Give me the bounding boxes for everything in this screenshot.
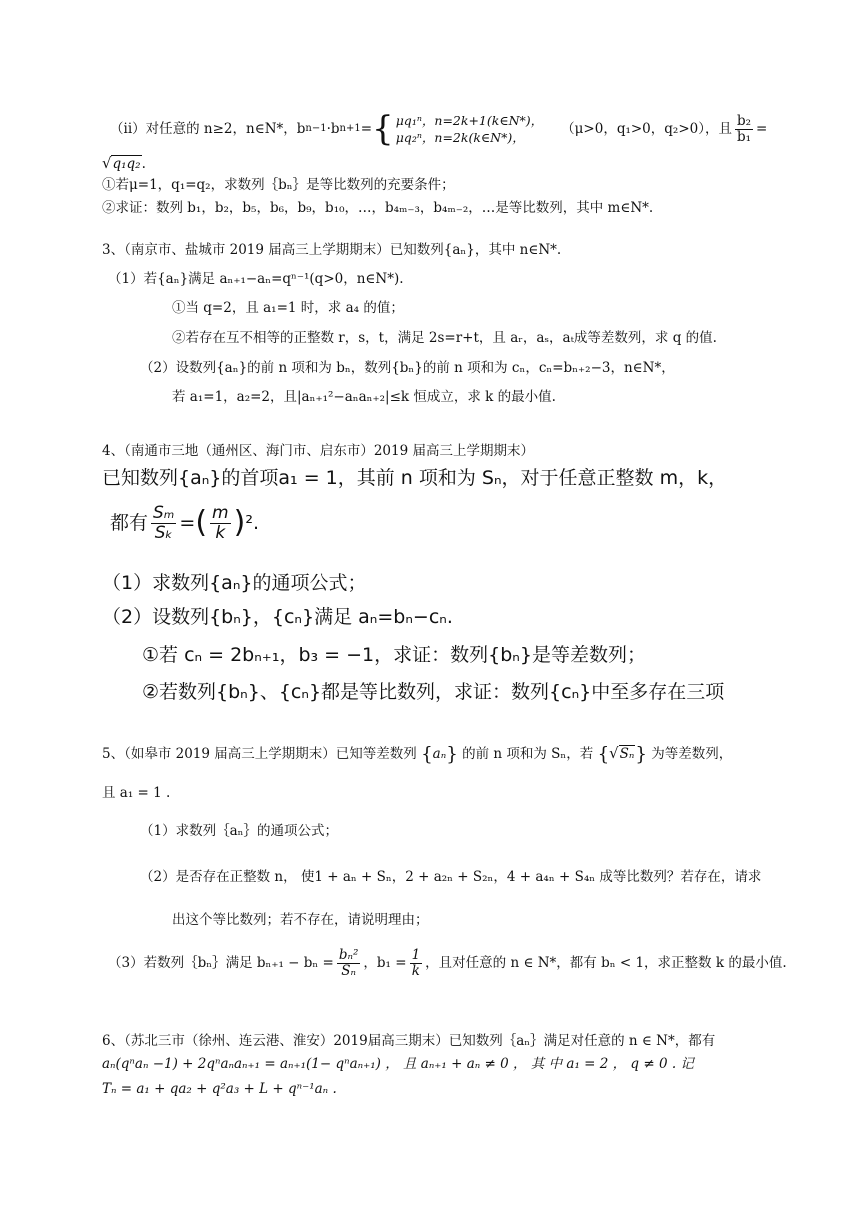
p2-sqrt-line xyxy=(102,154,146,173)
p4-ratio-den: Sₖ xyxy=(154,522,173,543)
p4-line2-pre: 都有 xyxy=(110,512,149,535)
p5-title-mid: 的前 n 项和为 Sₙ，若 xyxy=(462,746,594,762)
p4-line2-post: ². xyxy=(245,512,259,535)
right-brace-icon: } xyxy=(446,744,458,765)
p5-q3-pre: （3）若数列｛bₙ｝满足 bₙ₊₁ − bₙ = xyxy=(108,955,334,972)
p5-q3-den2: k xyxy=(411,962,420,979)
p2-brace-icon: { xyxy=(372,109,394,149)
p4-mk-num: m xyxy=(212,503,229,523)
p2-case2: μq₂ⁿ，n=2k(k∈N*)， xyxy=(395,130,525,145)
p2-sqrt-expr: q₁q₂ xyxy=(112,156,141,172)
p2-piecewise xyxy=(372,109,544,149)
p5-q3-num1: bₙ² xyxy=(338,947,359,963)
p2-cond: （μ>0，q₁>0，q₂>0），且 xyxy=(561,121,732,137)
p3-q2: （2）设数列{aₙ}的前 n 项和为 bₙ，数列{bₙ}的前 n 项和为 cₙ，cₙ=bₙ₊₂−3，n∈N*， xyxy=(140,360,675,376)
p2-ii-line xyxy=(110,109,768,149)
p5-q2: （2）是否存在正整数 n， 使1 + aₙ + Sₙ，2 + a₂ₙ + S₂ₙ，4 + a₄ₙ + S₄ₙ 成等比数列？若存在，请求 xyxy=(140,869,762,885)
p5-line2: 且 a₁ = 1 . xyxy=(102,785,171,801)
p4-line2 xyxy=(110,504,259,542)
p2-item1: ①若μ=1，q₁=q₂，求数列｛bₙ｝是等比数列的充要条件； xyxy=(102,177,455,193)
p5-q3 xyxy=(108,948,787,979)
p3-q1a: ①当 q=2，且 a₁=1 时，求 a₄ 的值； xyxy=(172,300,404,316)
p3-q2b: 若 a₁=1，a₂=2，且|aₙ₊₁²−aₙaₙ₊₂|≤k 恒成立，求 k 的最小值. xyxy=(172,389,556,405)
p3-q1b: ②若存在互不相等的正整数 r，s，t，满足 2s=r+t，且 aᵣ，aₛ，aₜ成等差数列，求 q 的值. xyxy=(172,330,717,346)
p5-q3-frac1 xyxy=(337,948,361,979)
p5-q3-num2: 1 xyxy=(411,947,421,963)
p4-q2: （2）设数列{bₙ}，{cₙ}满足 aₙ=bₙ−cₙ. xyxy=(102,606,453,628)
p4-mk-den: k xyxy=(215,522,226,543)
p5-q3-frac2 xyxy=(410,948,423,979)
p2-ii-lead: （ii）对任意的 n≥2，n∈N*，b xyxy=(110,121,306,137)
p4-line1: 已知数列{aₙ}的首项a₁ = 1，其前 n 项和为 Sₙ，对于任意正整数 m，k， xyxy=(102,467,728,489)
p3-q1: （1）若{aₙ}满足 aₙ₊₁−aₙ=qⁿ⁻¹(q>0，n∈N*). xyxy=(108,271,404,287)
p2-sqrt-tail: . xyxy=(141,156,146,172)
p2-frac-num: b₂ xyxy=(736,112,752,129)
p3-title: 3、（南京市、盐城市 2019 届高三上学期期末）已知数列{aₙ}，其中 n∈N*. xyxy=(102,242,562,258)
p4-q2b: ②若数列{bₙ}、{cₙ}都是等比数列，求证：数列{cₙ}中至多存在三项 xyxy=(142,681,725,703)
p4-q2a: ①若 cₙ = 2bₙ₊₁，b₃ = −1，求证：数列{bₙ}是等差数列； xyxy=(142,644,646,666)
left-paren-icon: ( xyxy=(195,505,208,541)
p2-frac-den: b₁ xyxy=(736,128,752,145)
p4-title: 4、（南通市三地（通州区、海门市、启东市）2019 届高三上学期期末） xyxy=(102,443,534,459)
p2-ii-mid: ·b xyxy=(326,121,340,137)
p4-q1: （1）求数列{aₙ}的通项公式； xyxy=(102,572,367,594)
p2-case1: μq₁ⁿ，n=2k+1(k∈N*)， xyxy=(395,113,544,128)
right-brace-icon: } xyxy=(635,744,647,765)
p5-title xyxy=(102,744,732,764)
p6-line2: aₙ(qⁿaₙ −1) + 2qⁿaₙaₙ₊₁ = aₙ₊₁(1− qⁿaₙ₊₁) ， 且 aₙ₊₁ + aₙ ≠ 0 ， 其 中 a₁ = 2 ， q ≠ 0 . 记 xyxy=(102,1056,694,1072)
p6-line1: 6、（苏北三市（徐州、连云港、淮安）2019届高三期末）已知数列｛aₙ｝满足对任意的 n ∈ N*，都有 xyxy=(102,1033,716,1049)
left-brace-icon: { xyxy=(597,744,610,765)
p6-line3: Tₙ = a₁ + qa₂ + q²a₃ + L + qⁿ⁻¹aₙ . xyxy=(102,1081,337,1097)
p2-ii-sub2: n+1 xyxy=(339,123,361,134)
right-paren-icon: ) xyxy=(233,505,246,541)
p4-ratio-frac xyxy=(151,504,176,542)
p5-q3-post: ，且对任意的 n ∈ N*，都有 bₙ < 1，求正整数 k 的最小值. xyxy=(425,955,787,972)
p5-q1: （1）求数列｛aₙ｝的通项公式； xyxy=(140,823,338,839)
p2-frac xyxy=(735,114,753,145)
sqrt-icon: √ xyxy=(609,744,619,762)
p4-ratio-num: Sₘ xyxy=(153,503,175,523)
p5-q3-den1: Sₙ xyxy=(341,962,356,979)
p4-mk-frac xyxy=(210,504,231,542)
p5-q3-mid: ，b₁ = xyxy=(363,955,407,972)
p2-ii-sub1: n−1 xyxy=(305,123,327,134)
p2-ii-eq: = xyxy=(360,121,373,137)
left-brace-icon: { xyxy=(421,744,433,765)
p2-item2: ②求证：数列 b₁，b₂，b₅，b₆，b₉，b₁₀，…，b₄ₘ₋₃，b₄ₘ₋₂，…是等比数列，其中 m∈N*. xyxy=(102,200,654,216)
p5-an: aₙ xyxy=(432,746,447,762)
p5-sn: Sₙ xyxy=(619,746,635,762)
sqrt-icon: √ xyxy=(102,154,112,172)
p5-title-pre: 5、（如皋市 2019 届高三上学期期末）已知等差数列 xyxy=(102,746,417,762)
p2-frac-after: = xyxy=(756,121,768,137)
p5-title-post: 为等差数列， xyxy=(651,746,733,762)
p5-q2b: 出这个等比数列；若不存在，请说明理由； xyxy=(172,912,429,928)
p4-line2-eq: = xyxy=(179,512,196,535)
